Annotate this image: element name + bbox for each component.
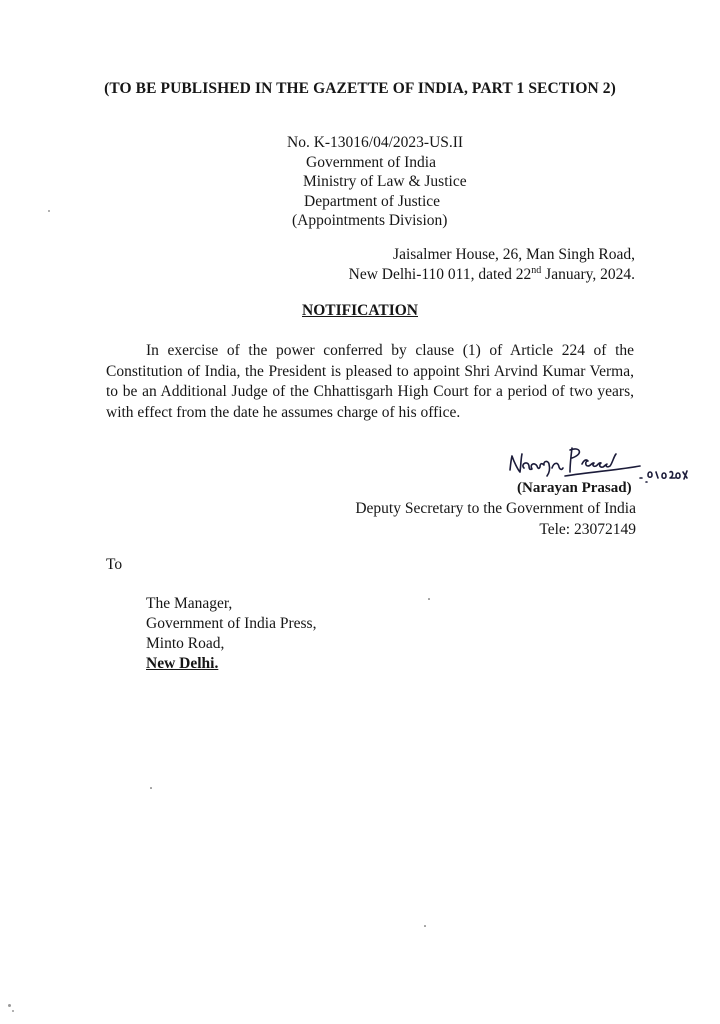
address-date-prefix: New Delhi-110 011, dated 22 [348,266,532,283]
recipient-city: New Delhi. [146,655,219,672]
notification-title: NOTIFICATION [302,302,418,319]
scan-speck [8,1004,11,1007]
scan-speck [428,598,430,600]
to-label: To [106,556,123,573]
government-name: Government of India [306,153,436,171]
division-name: (Appointments Division) [292,212,448,229]
scan-speck [48,210,50,212]
signatory-name: (Narayan Prasad) [517,480,632,496]
gazette-heading: (TO BE PUBLISHED IN THE GAZETTE OF INDIA, PART 1 SECTION 2) [104,80,616,97]
scan-speck [12,1010,14,1012]
recipient-organization: Government of India Press, [146,615,317,632]
notification-body: In exercise of the power conferred by clause (1) of Article 224 of the Constitution of India, the President is pleased to appoint Shri Arvind Kumar Verma, to be an Additional Judge of the Chhattisgarh High Court for a period of two years, with effect from the date he assumes charge of his office. [106,342,634,421]
department-name: Department of Justice [304,192,441,210]
signatory-telephone: Tele: 23072149 [539,521,636,538]
address-date-ordinal: nd [531,264,542,276]
scan-speck [150,787,152,789]
address-line-1: Jaisalmer House, 26, Man Singh Road, [393,246,635,263]
file-number: No. K-13016/04/2023-US.II [287,134,464,151]
issuing-authority-block [287,133,467,231]
scan-speck [424,925,426,927]
signatory-designation: Deputy Secretary to the Government of India [355,500,636,517]
recipient-street: Minto Road, [146,635,225,652]
address-block [349,245,635,285]
address-line-2 [349,265,635,285]
recipient-address [146,594,316,674]
recipient-title: The Manager, [146,595,233,612]
address-date-suffix: January, 2024. [541,266,635,283]
ministry-name: Ministry of Law & Justice [303,173,467,190]
